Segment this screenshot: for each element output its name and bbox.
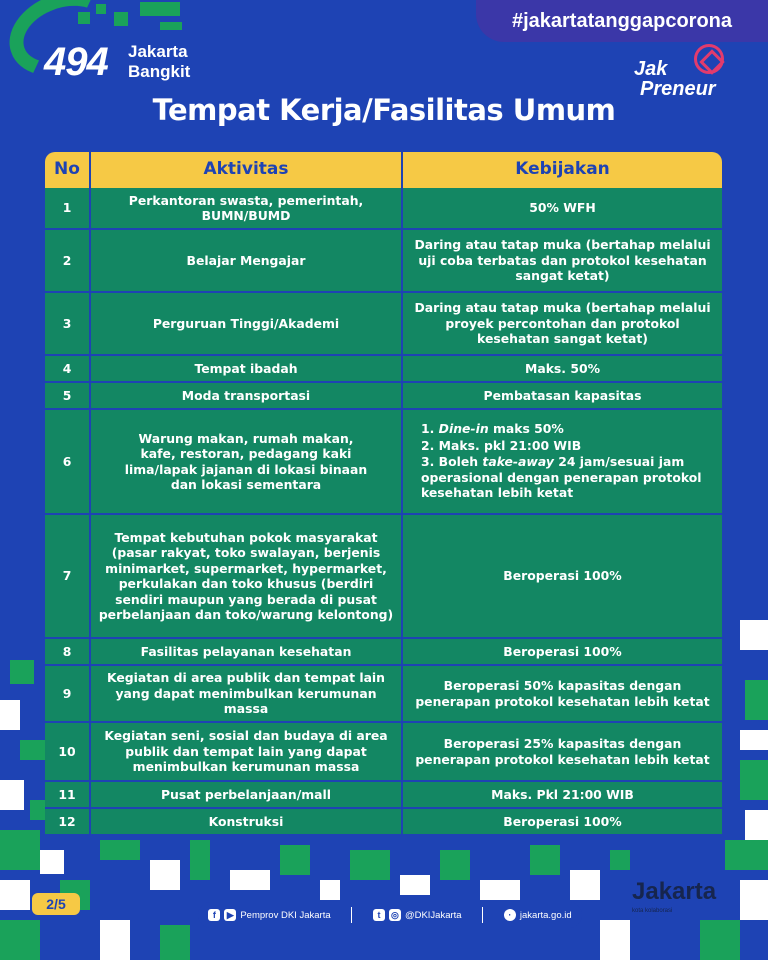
decorative-block [725,840,768,870]
table-row [45,188,722,229]
globe-icon: · [504,909,516,921]
logo-text-line2: Bangkit [128,62,191,81]
jakpreneur-line2: Preneur [640,78,716,100]
list-text: Maks. pkl 21:00 WIB [438,437,582,453]
row-activity: Kegiatan seni, sosial dan budaya di area publik dan tempat lain yang dapat menimbulkan kerumunan massa [90,722,402,781]
logo-square [114,12,128,26]
row-number: 3 [45,292,90,355]
jakarta-logo-word: Jakarta [632,878,717,905]
row-number: 5 [45,382,90,409]
logo-text-line1: Jakarta [128,42,188,61]
jakarta-logo [628,872,738,922]
policy-list [409,421,716,501]
row-activity: Warung makan, rumah makan, kafe, restoran, pedagang kaki lima/lapak jajanan di lokasi binaan dan lokasi sementara [90,409,402,514]
logo-square [160,22,182,30]
decorative-block [150,860,180,890]
row-policy: Beroperasi 100% [402,638,722,665]
row-activity: Tempat ibadah [90,355,402,382]
policy-list-item [421,454,716,501]
logo-number: 494 [44,40,108,84]
twitter-instagram-handle: @DKIJakarta [404,909,462,921]
decorative-block [0,830,40,870]
row-number: 6 [45,409,90,514]
decorative-block [350,850,390,880]
decorative-block [230,870,270,890]
decorative-block [610,850,630,870]
decorative-block [100,920,130,960]
hashtag-banner: #jakartatanggapcorona [476,0,768,42]
row-number: 10 [45,722,90,781]
decorative-block [0,880,30,910]
table-row [45,781,722,808]
website-link: jakarta.go.id [519,909,572,921]
jakarta-bangkit-logo [0,0,230,90]
list-text: maks 50% [488,421,564,437]
decorative-block [0,700,20,730]
jakarta-logo-tagline: kota kolaborasi [632,908,673,914]
row-activity: Perkantoran swasta, pemerintah, BUMN/BUMD [90,188,402,229]
row-number: 7 [45,514,90,638]
row-activity: Fasilitas pelayanan kesehatan [90,638,402,665]
decorative-block [740,880,768,920]
logo-text [128,42,190,82]
decorative-block [745,680,768,720]
social-bar [198,902,582,928]
row-number: 2 [45,229,90,292]
policy-list-item [421,421,716,437]
facebook-youtube-handle: Pemprov DKI Jakarta [240,909,331,921]
row-activity: Kegiatan di area publik dan tempat lain yang dapat menimbulkan kerumunan massa [90,665,402,722]
table-row [45,292,722,355]
policy-list-item [421,438,716,454]
list-italic-text: Dine-in [438,421,489,437]
row-number: 4 [45,355,90,382]
instagram-icon: ◎ [389,909,401,921]
row-number: 8 [45,638,90,665]
list-number: 3. [421,454,435,470]
row-policy: Pembatasan kapasitas [402,382,722,409]
row-number: 1 [45,188,90,229]
decorative-block [700,920,740,960]
row-policy: 50% WFH [402,188,722,229]
policy-table [45,152,722,836]
page-title: Tempat Kerja/Fasilitas Umum [152,93,616,127]
row-number: 9 [45,665,90,722]
social-group-website[interactable] [504,909,572,921]
flower-icon [694,44,724,74]
decorative-block [400,875,430,895]
decorative-block [480,880,520,900]
separator [351,907,352,923]
facebook-icon: f [208,909,220,921]
table-row [45,229,722,292]
row-policy: Maks. Pkl 21:00 WIB [402,781,722,808]
page-indicator: 2/5 [32,893,80,915]
list-italic-text: take-away [482,454,554,470]
header-aktivitas: Aktivitas [90,152,402,188]
table-row [45,665,722,722]
decorative-block [570,870,600,900]
row-policy: Beroperasi 25% kapasitas dengan penerapan protokol kesehatan lebih ketat [402,722,722,781]
row-policy: Beroperasi 100% [402,808,722,835]
separator [482,907,483,923]
table-row [45,808,722,835]
decorative-block [160,925,190,960]
row-activity: Perguruan Tinggi/Akademi [90,292,402,355]
row-policy: Daring atau tatap muka (bertahap melalui uji coba terbatas dan protokol kesehatan sangat ketat) [402,229,722,292]
row-number: 11 [45,781,90,808]
header-kebijakan: Kebijakan [402,152,722,188]
decorative-block [0,780,24,810]
decorative-block [440,850,470,880]
youtube-icon: ▶ [224,909,236,921]
row-policy: Beroperasi 50% kapasitas dengan penerapan protokol kesehatan lebih ketat [402,665,722,722]
list-number: 2. [421,437,435,453]
row-activity: Konstruksi [90,808,402,835]
list-text: 24 jam/sesuai jam operasional dengan penerapan protokol kesehatan lebih ketat [421,454,702,501]
list-number: 1. [421,421,435,437]
decorative-block [740,620,768,650]
decorative-block [530,845,560,875]
decorative-block [740,730,768,750]
table-header-row [45,152,722,188]
twitter-icon: t [373,909,385,921]
decorative-block [10,660,34,684]
decorative-block [320,880,340,900]
list-text: Boleh [438,454,483,470]
row-activity: Belajar Mengajar [90,229,402,292]
social-group-facebook[interactable] [208,909,330,921]
header-no: No [45,152,90,188]
decorative-block [280,845,310,875]
decorative-block [745,810,768,840]
table-row [45,722,722,781]
logo-square [96,4,106,14]
row-policy: Beroperasi 100% [402,514,722,638]
social-group-twitter[interactable] [373,909,462,921]
row-number: 12 [45,808,90,835]
table-row [45,409,722,514]
table-row [45,638,722,665]
table-row [45,514,722,638]
decorative-block [190,840,210,880]
decorative-block [100,840,140,860]
row-activity: Moda transportasi [90,382,402,409]
logo-square [140,2,180,16]
decorative-block [40,850,64,874]
row-activity: Pusat perbelanjaan/mall [90,781,402,808]
row-activity: Tempat kebutuhan pokok masyarakat (pasar rakyat, toko swalayan, berjenis minimarket, supermarket, hypermarket, perkulakan dan toko khusus (berdiri sendiri maupun yang berada di pusat perbelanjaan dan toko/warung kelontong) [90,514,402,638]
jakpreneur-line1: Jak [634,58,668,80]
decorative-block [600,920,630,960]
decorative-block [0,920,40,960]
table-row [45,382,722,409]
decorative-block [740,760,768,800]
row-policy: Daring atau tatap muka (bertahap melalui proyek percontohan dan protokol kesehatan sangat ketat) [402,292,722,355]
row-policy [402,409,722,514]
logo-square [78,12,90,24]
row-policy: Maks. 50% [402,355,722,382]
table-row [45,355,722,382]
